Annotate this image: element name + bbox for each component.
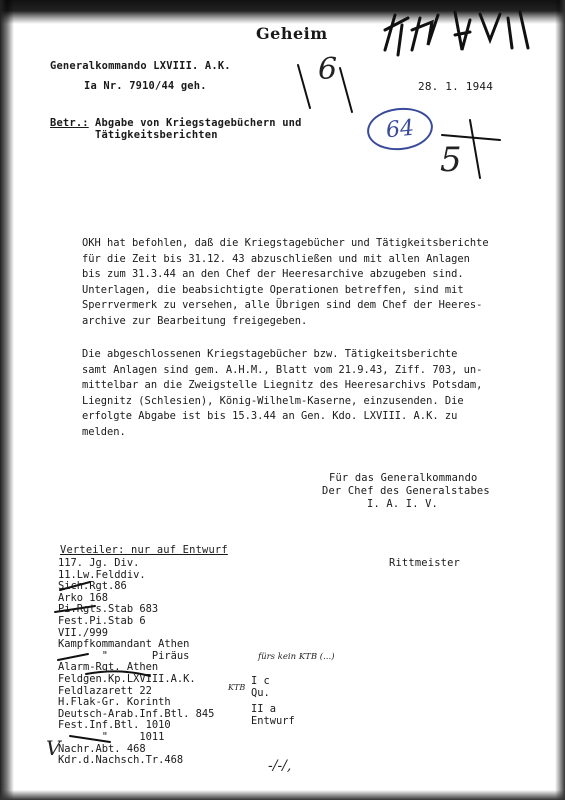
list-item: Deutsch-Arab.Inf.Btl. 845 bbox=[58, 707, 215, 720]
subject-line-1: Abgabe von Kriegstagebüchern und bbox=[95, 117, 302, 129]
distribution-right-iia: II a bbox=[251, 703, 277, 715]
list-item: Feldgen.Kp.LXVIII.A.K. bbox=[58, 672, 196, 685]
body-line: Die abgeschlossenen Kriegstagebücher bzw. Tätigkeitsberichte bbox=[82, 348, 458, 360]
list-item: VII./999 bbox=[58, 626, 109, 639]
list-item: 11.Lw.Felddiv. bbox=[58, 568, 146, 581]
body-line: für die Zeit bis 31.12. 43 abzuschließen und mit allen Anlagen bbox=[82, 252, 470, 265]
signature-rank: Rittmeister bbox=[389, 557, 461, 569]
handwritten-small: KTB bbox=[228, 683, 246, 692]
handwritten-initial: V bbox=[46, 736, 61, 760]
body-line: melden. bbox=[82, 425, 126, 438]
list-item: Feldlazarett 22 bbox=[58, 684, 152, 697]
body-line: mittelbar an die Zweigstelle Liegnitz des Heeresarchivs Potsdam, bbox=[82, 379, 483, 392]
signature-line-3: I. A. I. V. bbox=[367, 498, 439, 510]
handwritten-number-top: 6 bbox=[318, 52, 338, 87]
document-date: 28. 1. 1944 bbox=[418, 80, 494, 93]
list-item: Fest.Pi.Stab 6 bbox=[58, 614, 146, 627]
body-line: Liegnitz (Schlesien), König-Wilhelm-Kaserne, einzusenden. Die bbox=[82, 394, 464, 407]
body-paragraph-1 bbox=[82, 236, 552, 330]
handwritten-note: fürs kein KTB (...) bbox=[258, 652, 335, 662]
body-line: OKH hat befohlen, daß die Kriegstagebücher und Tätigkeitsberichte bbox=[82, 237, 489, 249]
list-item: " Piräus bbox=[58, 649, 190, 662]
body-line: Unterlagen, die beabsichtigte Operationen betreffen, sind mit bbox=[82, 283, 464, 296]
body-line: Sperrvermerk zu versehen, alle Übrigen sind dem Chef der Heeres- bbox=[82, 299, 483, 312]
list-item: Sich.Rgt.86 bbox=[58, 580, 127, 593]
list-item: Nachr.Abt. 468 bbox=[58, 742, 146, 755]
list-item: Pi.Rgts.Stab 683 bbox=[58, 603, 159, 616]
list-item: H.Flak-Gr. Korinth bbox=[58, 696, 171, 709]
subject-line-2: Tätigkeitsberichten bbox=[95, 129, 218, 141]
signature-line-2: Der Chef des Generalstabes bbox=[322, 485, 490, 497]
distribution-right-ic: I c bbox=[251, 675, 270, 687]
distribution-header: Verteiler: nur auf Entwurf bbox=[60, 544, 228, 556]
body-line: bis zum 31.3.44 an den Chef der Heeresarchive abzugeben sind. bbox=[82, 268, 464, 281]
list-item: 117. Jg. Div. bbox=[58, 557, 140, 569]
signature-line-1: Für das Generalkommando bbox=[329, 472, 478, 484]
list-item: " 1011 bbox=[58, 730, 165, 743]
classification-stamp: Geheim bbox=[250, 24, 334, 43]
distribution-right-qu: Qu. bbox=[251, 687, 270, 699]
distribution-list bbox=[58, 558, 214, 767]
circled-number: 64 bbox=[365, 105, 435, 154]
list-item: Arko 168 bbox=[58, 591, 109, 604]
list-item: Kdr.d.Nachsch.Tr.468 bbox=[58, 754, 184, 767]
sender-unit: Generalkommando LXVIII. A.K. bbox=[50, 60, 231, 72]
subject-label: Betr.: bbox=[50, 117, 89, 129]
list-item: Alarm-Rgt. Athen bbox=[58, 661, 159, 674]
list-item: Fest.Inf.Btl. 1010 bbox=[58, 719, 171, 732]
list-item: Kampfkommandant Athen bbox=[58, 638, 190, 651]
body-paragraph-2 bbox=[82, 347, 552, 441]
body-line: archive zur Bearbeitung freigegeben. bbox=[82, 314, 308, 327]
handwritten-margin-number: 5 bbox=[440, 140, 462, 180]
file-number: Ia Nr. 7910/44 geh. bbox=[84, 80, 207, 92]
body-line: erfolgte Abgabe ist bis 15.3.44 an Gen. Kdo. LXVIII. A.K. zu bbox=[82, 410, 458, 423]
body-line: samt Anlagen sind gem. A.H.M., Blatt vom 21.9.43, Ziff. 703, un- bbox=[82, 363, 483, 376]
handwritten-scribble-bottom: -/-/, bbox=[268, 758, 292, 774]
distribution-right-entwurf: Entwurf bbox=[251, 715, 295, 727]
